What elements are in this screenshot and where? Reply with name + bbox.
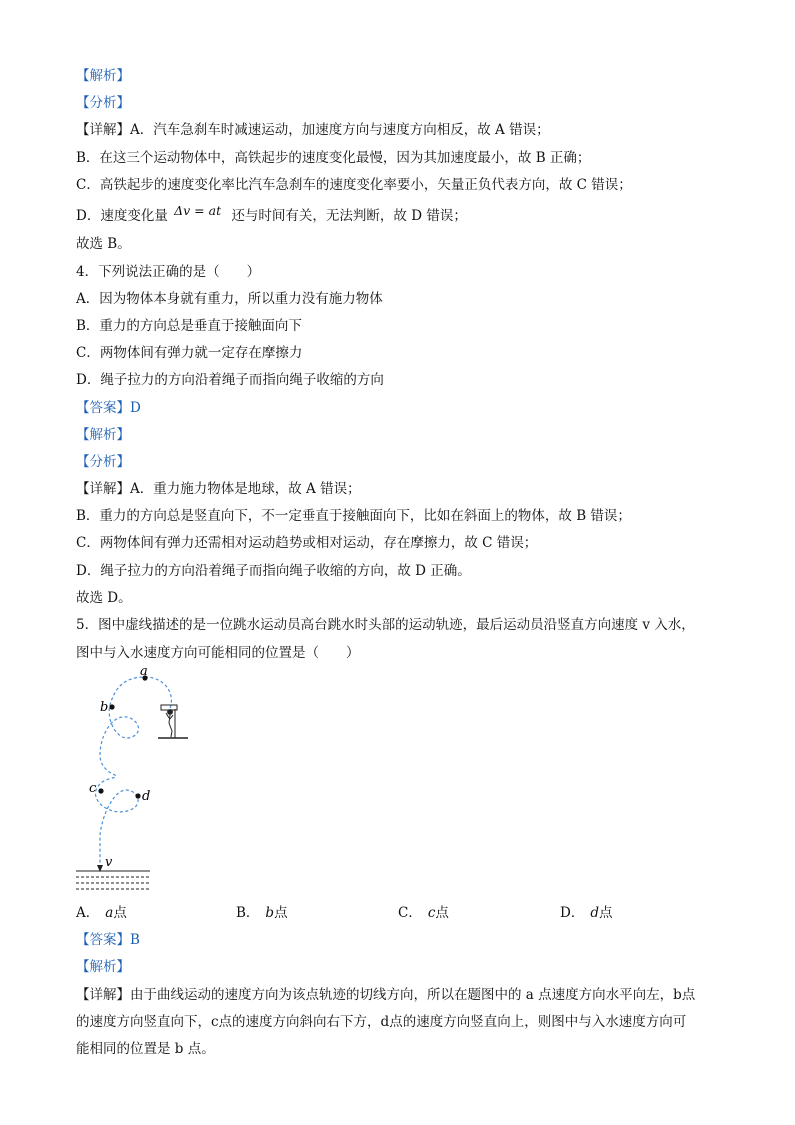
- q5-answer: 【答案】B: [76, 932, 140, 948]
- label-d: d: [142, 789, 151, 804]
- q5-option-a-prefix: A．: [76, 905, 100, 921]
- q3-detail-b: B．在这三个运动物体中，高铁起步的速度变化最慢，因为其加速度最小，故 B 正确；: [76, 150, 591, 166]
- q4-detail-c: C．两物体间有弹力还需相对运动趋势或相对运动，存在摩擦力，故 C 错误；: [76, 535, 538, 551]
- q5-detail-line3: 能相同的位置是 b 点。: [76, 1041, 215, 1057]
- q3-jiexi-heading: 【解析】: [76, 68, 130, 84]
- q5-detail-line1: 【详解】由于曲线运动的速度方向为该点轨迹的切线方向，所以在题图中的 a 点速度方向水平向左，b点: [76, 987, 696, 1003]
- label-a: a: [140, 665, 148, 679]
- q5-question-line1: 5．图中虚线描述的是一位跳水运动员高台跳水时头部的运动轨迹，最后运动员沿竖直方向速度 v 入水，: [76, 617, 695, 633]
- q4-conclusion: 故选 D。: [76, 590, 132, 606]
- q4-jiexi-heading: 【解析】: [76, 427, 130, 443]
- q5-option-c-suffix: 点: [435, 905, 449, 921]
- q5-option-b-prefix: B．: [236, 905, 260, 921]
- delta-v-formula: Δv = at: [174, 203, 222, 218]
- point-d: [135, 793, 140, 798]
- q5-option-c-var: c: [427, 905, 436, 921]
- q3-detail-c: C．高铁起步的速度变化率比汽车急刹车的速度变化率要小，矢量正负代表方向，故 C 错误；: [76, 177, 632, 193]
- q3-detail-d-post: 还与时间有关，无法判断，故 D 错误；: [231, 208, 467, 224]
- label-b: b: [100, 700, 109, 715]
- q5-jiexi-heading: 【解析】: [76, 959, 130, 975]
- q3-detail-d: [76, 203, 467, 226]
- q5-detail-line2: 的速度方向竖直向下，c点的速度方向斜向右下方，d点的速度方向竖直向上，则图中与入水速度方向可: [76, 1014, 687, 1030]
- q5-option-c-prefix: C．: [398, 905, 422, 921]
- q4-option-b: B．重力的方向总是垂直于接触面向下: [76, 318, 302, 334]
- q4-question: 4．下列说法正确的是（ ）: [76, 264, 261, 280]
- q4-answer: 【答案】D: [76, 400, 141, 416]
- q4-option-a: A．因为物体本身就有重力，所以重力没有施力物体: [76, 291, 383, 307]
- label-c: c: [89, 781, 97, 796]
- q4-detail-b: B．重力的方向总是竖直向下，不一定垂直于接触面向下，比如在斜面上的物体，故 B 错误；: [76, 508, 631, 524]
- q5-question-line2: 图中与入水速度方向可能相同的位置是（ ）: [76, 645, 360, 661]
- water-surface: [76, 871, 150, 889]
- point-c: [98, 788, 103, 793]
- point-b: [109, 704, 114, 709]
- q5-option-d-var: d: [590, 905, 599, 921]
- q5-option-b-var: b: [265, 905, 275, 921]
- q4-option-d: D．绳子拉力的方向沿着绳子而指向绳子收缩的方向: [76, 372, 384, 388]
- q3-conclusion: 故选 B。: [76, 236, 131, 252]
- q5-option-b-suffix: 点: [274, 905, 288, 921]
- q5-option-d: [560, 903, 612, 923]
- q3-detail-a: 【详解】A．汽车急刹车时减速运动，加速度方向与速度方向相反，故 A 错误；: [76, 122, 550, 138]
- diver-icon: [166, 710, 173, 737]
- q5-option-d-prefix: D．: [560, 905, 585, 921]
- q4-detail-a: 【详解】A．重力施力物体是地球，故 A 错误；: [76, 481, 361, 497]
- q5-option-a: [76, 903, 127, 923]
- q5-option-a-var: a: [105, 905, 114, 921]
- q5-option-c: [398, 903, 449, 923]
- q5-option-d-suffix: 点: [598, 905, 613, 921]
- diver-trajectory-figure: [70, 665, 200, 900]
- q4-fenxi-heading: 【分析】: [76, 454, 130, 470]
- q3-detail-d-pre: D．速度变化量: [76, 208, 168, 224]
- label-v: v: [105, 855, 113, 870]
- q5-option-a-suffix: 点: [113, 905, 127, 921]
- q5-option-b: [236, 903, 288, 923]
- q3-fenxi-heading: 【分析】: [76, 95, 130, 111]
- q4-detail-d: D．绳子拉力的方向沿着绳子而指向绳子收缩的方向，故 D 正确。: [76, 563, 471, 579]
- q4-option-c: C．两物体间有弹力就一定存在摩擦力: [76, 345, 303, 361]
